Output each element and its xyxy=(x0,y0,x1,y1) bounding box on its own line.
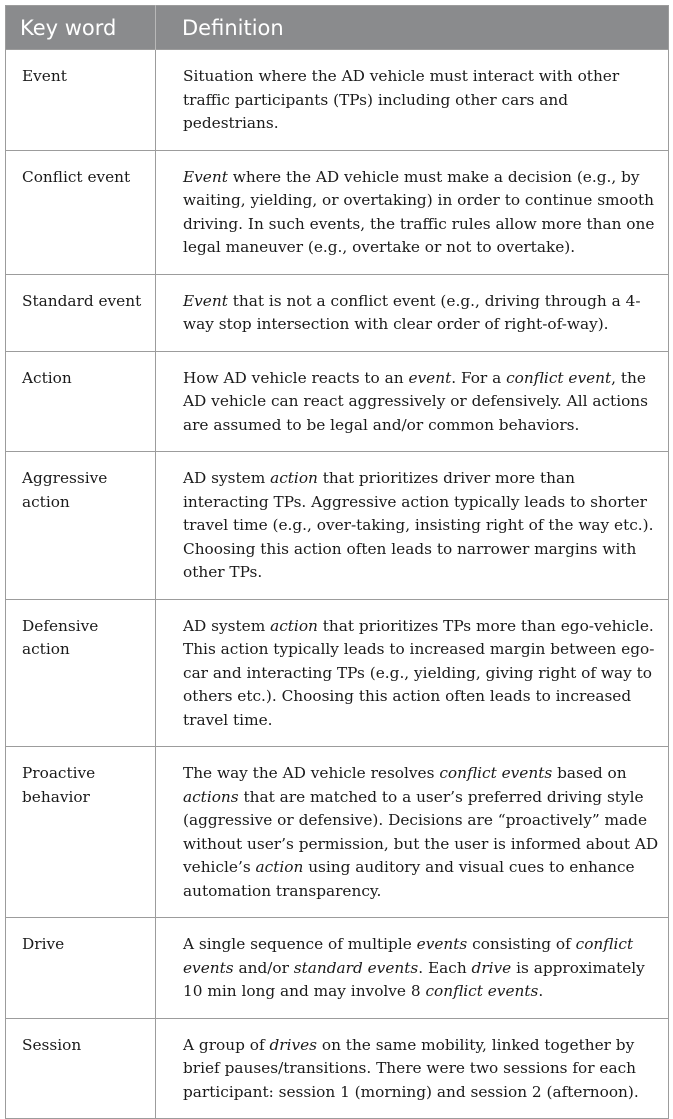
table-row xyxy=(6,351,669,452)
definition-text: A group of xyxy=(183,1035,270,1054)
table-row xyxy=(6,274,669,351)
definition-text: , the AD vehicle can react aggressively or defensively. All actions are assumed to be legal and/or common behaviors. xyxy=(183,368,648,434)
definition-text: . xyxy=(538,982,544,1000)
definition-italic-term: conflict events xyxy=(425,982,539,1000)
header-row xyxy=(6,6,669,50)
definition-cell xyxy=(156,50,669,151)
table-row xyxy=(6,50,669,151)
table-row xyxy=(6,918,669,1019)
definition-text: that prioritizes driver more than interacting TPs. Aggressive action typically leads to shorter travel time (e.g., over-taking, insisting right of the way etc.). Choosing this action often leads to narrower margins with other TPs. xyxy=(183,469,654,581)
definition-cell xyxy=(156,747,669,918)
table-row xyxy=(6,747,669,918)
key-word-cell: Drive xyxy=(6,918,156,1019)
definition-cell xyxy=(156,274,669,351)
definition-text: and/or xyxy=(233,958,294,977)
definition-italic-term: action xyxy=(255,858,304,876)
definition-italic-term: Event xyxy=(183,167,228,186)
key-word-cell: Conflict event xyxy=(6,150,156,274)
key-word-cell: Aggressive action xyxy=(6,452,156,600)
definition-italic-term: standard events xyxy=(293,958,419,977)
definition-italic-term: action xyxy=(270,469,318,487)
definitions-table xyxy=(5,5,669,1119)
definition-text: based on xyxy=(552,764,627,782)
definition-italic-term: action xyxy=(270,616,318,635)
definition-text: using auditory and visual cues to enhance automation transparency. xyxy=(183,858,635,900)
definition-text: . Each xyxy=(418,958,472,977)
key-word-cell: Proactive behavior xyxy=(6,747,156,918)
definition-italic-term: drive xyxy=(471,958,512,977)
definition-text: AD system xyxy=(183,469,271,487)
definition-italic-term: conflict events xyxy=(439,764,553,782)
definition-italic-term: event xyxy=(408,368,452,387)
definition-text: The way the AD vehicle resolves xyxy=(183,764,440,782)
definition-text: consisting of xyxy=(467,935,576,953)
definition-text: that are matched to a user’s preferred driving style (aggressive or defensive). Decisions are “proactively” made without user’s permission, but the user is informed about AD vehicle’s xyxy=(183,787,659,876)
definition-text: How AD vehicle reacts to an xyxy=(183,368,409,387)
definition-cell xyxy=(156,599,669,747)
definition-italic-term: events xyxy=(416,935,468,953)
definition-cell xyxy=(156,918,669,1019)
definition-cell xyxy=(156,452,669,600)
definition-text: that is not a conflict event (e.g., driving through a 4-way stop intersection with clear order of right-of-way). xyxy=(183,291,641,333)
definition-italic-term: actions xyxy=(183,787,239,806)
definition-cell xyxy=(156,150,669,274)
table-row xyxy=(6,150,669,274)
table-row xyxy=(6,599,669,747)
definition-italic-term: Event xyxy=(183,291,228,310)
header-key-word: Key word xyxy=(6,6,156,50)
definition-italic-term: conflict event xyxy=(506,368,612,387)
table-body xyxy=(6,50,669,1119)
definition-italic-term: conflict events xyxy=(183,935,634,977)
key-word-cell: Action xyxy=(6,351,156,452)
table-row xyxy=(6,452,669,600)
definition-cell xyxy=(156,351,669,452)
definition-text: A single sequence of multiple xyxy=(183,935,417,953)
definition-italic-term: drives xyxy=(269,1035,318,1054)
header-definition: Definition xyxy=(156,6,669,50)
definition-text: is approximately 10 min long and may involve 8 xyxy=(183,958,645,1000)
key-word-cell: Standard event xyxy=(6,274,156,351)
definition-text: where the AD vehicle must make a decision (e.g., by waiting, yielding, or overtaking) in order to continue smooth driving. In such events, the traffic rules allow more than one legal maneuver (e.g., overtake or not to overtake). xyxy=(183,167,655,256)
definition-text: that prioritizes TPs more than ego-vehicle. This action typically leads to increased margin between ego-car and interacting TPs (e.g., yielding, giving right of way to others etc.). Choosing this action often leads to increased travel time. xyxy=(183,616,655,729)
definition-text: Situation where the AD vehicle must interact with other traffic participants (TPs) including other cars and pedestrians. xyxy=(183,67,620,132)
definition-text: . For a xyxy=(451,368,507,387)
key-word-cell: Event xyxy=(6,50,156,151)
definition-cell xyxy=(156,1018,669,1119)
key-word-cell: Session xyxy=(6,1018,156,1119)
definition-text: on the same mobility, linked together by brief pauses/transitions. There were two sessions for each participant: session 1 (morning) and session 2 (afternoon). xyxy=(183,1035,639,1101)
definitions-table-container xyxy=(5,5,668,1119)
definition-text: AD system xyxy=(183,616,271,635)
table-header xyxy=(6,6,669,50)
key-word-cell: Defensive action xyxy=(6,599,156,747)
table-row xyxy=(6,1018,669,1119)
